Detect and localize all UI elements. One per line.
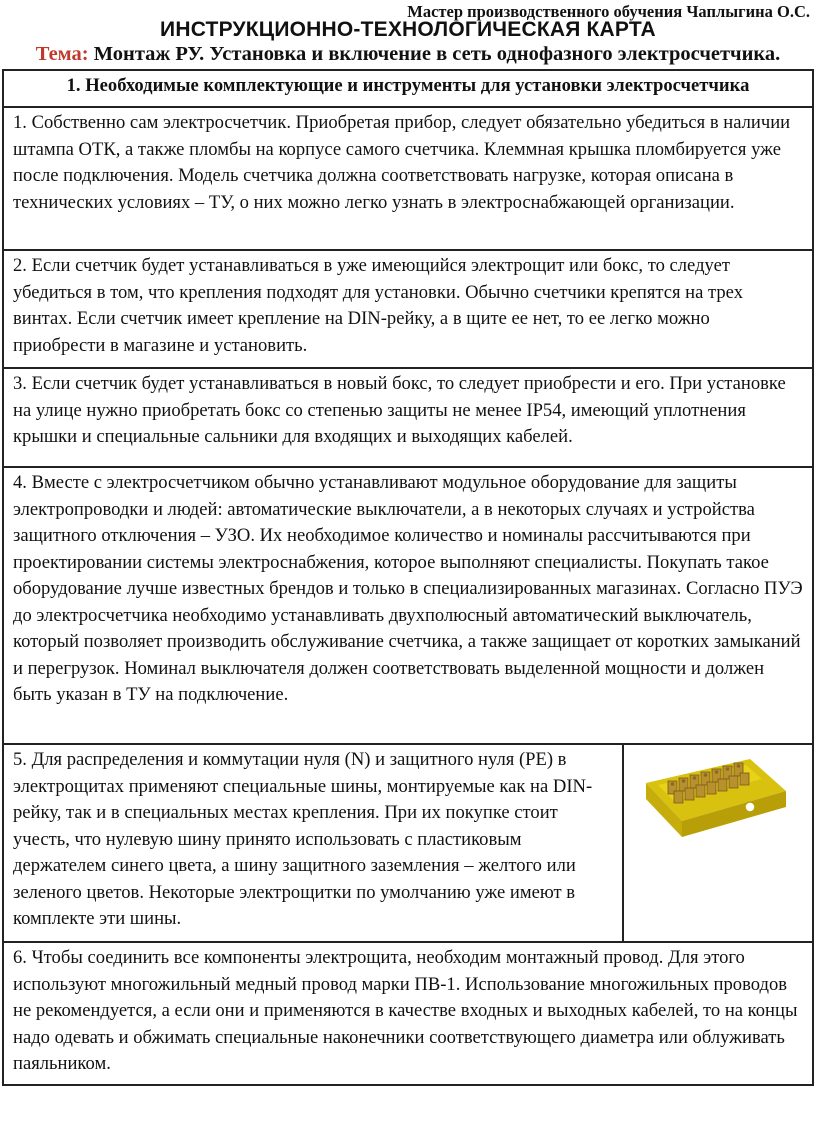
item-1-text: 1. Собственно сам электросчетчик. Приобретая прибор, следует обязательно убедиться в наличии штампа ОТК, а также пломбы на корпусе самого счетчика. Клеммная крышка пломбируется уже после подключения. Модель счетчика должна соответствовать нагрузке, которая описана в технических условиях – ТУ, о них можно легко узнать в электроснабжающей организации. <box>3 107 813 250</box>
author-line: Мастер производственного обучения Чаплыгина О.С. <box>407 2 810 21</box>
item-4-text: 4. Вместе с электросчетчиком обычно устанавливают модульное оборудование для защиты электропроводки и людей: автоматические выключатели, а в некоторых случаях и устройства защитного отключения – УЗО. Их необходимое количество и номиналы рассчитываются при проектировании системы электроснабжения, которое выполняют специалисты. Покупать такое оборудование лучше известных брендов и только в специализированных магазинах. Согласно ПУЭ до электросчетчика необходимо устанавливать двухполюсный автоматический выключатель, который позволяет производить обслуживание счетчика, а также защищает от коротких замыканий и перегрузок. Номинал выключателя должен соответствовать выделенной мощности и должен быть указан в ТУ на подключение. <box>3 467 813 744</box>
table-row <box>3 250 813 368</box>
item-2-text: 2. Если счетчик будет устанавливаться в уже имеющийся электрощит или бокс, то следует убедиться в том, что крепления подходят для установки. Обычно счетчики крепятся на трех винтах. Если счетчик имеет крепление на DIN-рейку, а в щите ее нет, то ее легко можно приобрести в магазине и установить. <box>3 250 813 368</box>
item-6-text: 6. Чтобы соединить все компоненты электрощита, необходим монтажный провод. Для этого используют многожильный медный провод марки ПВ-1. Использование многожильных проводов не рекомендуется, а если они и применяются в качестве входных и выходных кабелей, то на концы надо одевать и обжимать специальные наконечники соответствующего диаметра или облуживать паяльником. <box>3 942 813 1085</box>
table-header-row <box>3 70 813 107</box>
topic-text: Монтаж РУ. Установка и включение в сеть однофазного электросчетчика. <box>88 43 781 65</box>
instruction-table <box>2 69 814 1086</box>
topic-label: Тема: <box>35 43 89 65</box>
neutral-busbar-image <box>638 751 788 841</box>
section-heading: 1. Необходимые комплектующие и инструменты для установки электросчетчика <box>3 70 813 107</box>
item-3-text: 3. Если счетчик будет устанавливаться в новый бокс, то следует приобрести и его. При установке на улице нужно приобретать бокс со степенью защиты не менее IP54, имеющий уплотнения крышки и специальные сальники для входящих и выходящих кабелей. <box>3 368 813 467</box>
table-row <box>3 467 813 744</box>
document-title: ИНСТРУКЦИОННО-ТЕХНОЛОГИЧЕСКАЯ КАРТА <box>160 18 656 41</box>
table-row <box>3 744 813 942</box>
item-5-text: 5. Для распределения и коммутации нуля (N) и защитного нуля (PE) в электрощитах применяют специальные шины, монтируемые как на DIN-рейку, так и в специальных местах крепления. При их покупке стоит учесть, что нулевую шину принято использовать с пластиковым держателем синего цвета, а шину защитного заземления – желтого или зеленого цветов. Некоторые электрощитки по умолчанию уже имеют в комплекте эти шины. <box>3 744 623 942</box>
table-row <box>3 368 813 467</box>
table-row <box>3 107 813 250</box>
table-row <box>3 942 813 1085</box>
busbar-picture-cell <box>623 744 813 942</box>
topic-line <box>0 43 816 66</box>
